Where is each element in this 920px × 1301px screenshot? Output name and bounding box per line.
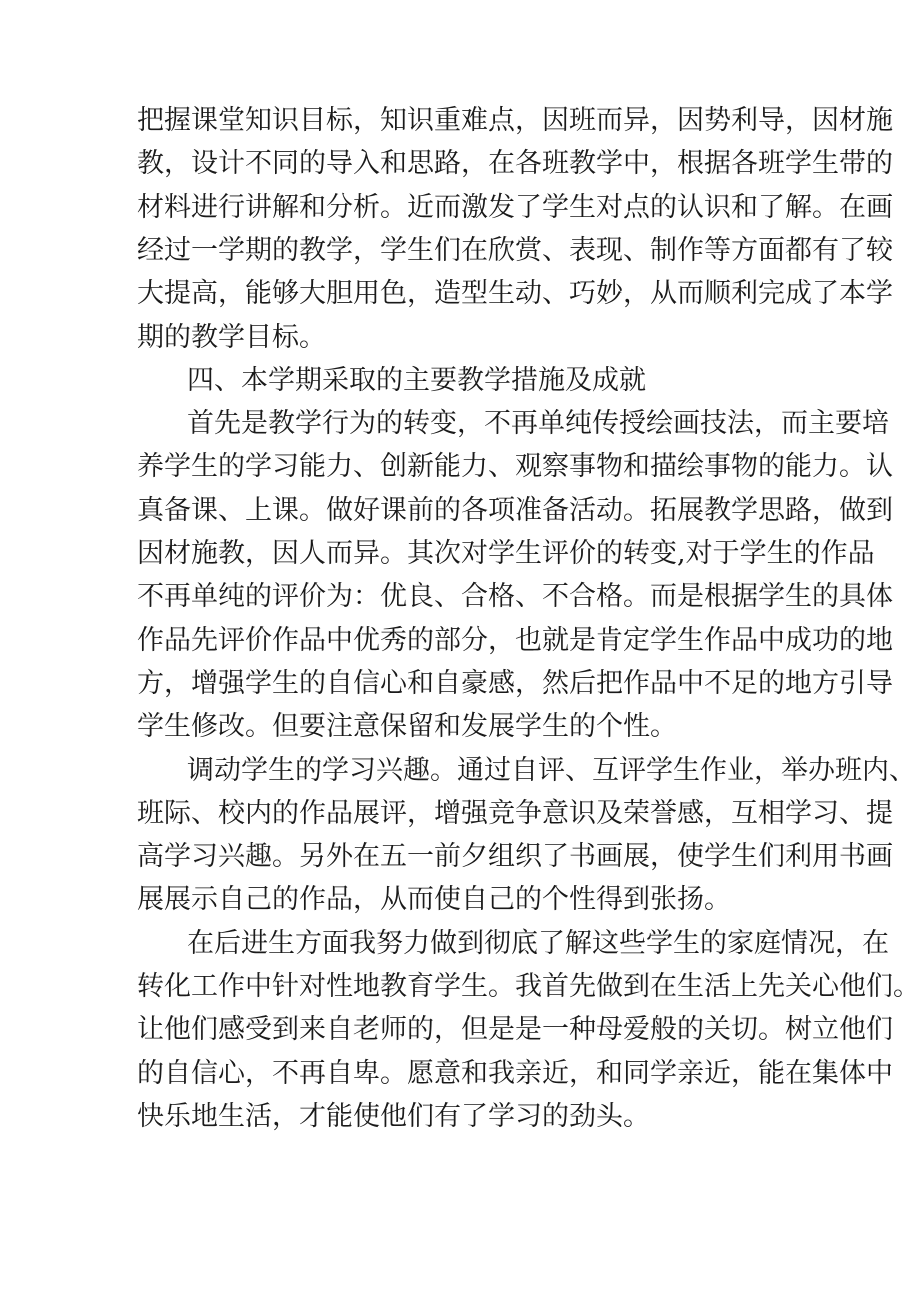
text-line-16: 调动学生的学习兴趣。通过自评、互评学生作业，举办班内、: [187, 755, 916, 786]
text-line-2: 教，设计不同的导入和思路，在各班教学中，根据各班学生带的: [137, 148, 893, 179]
text-line-13: 作品先评价作品中优秀的部分，也就是肯定学生作品中成功的地: [137, 625, 893, 656]
text-line-5: 大提高，能够大胆用色，造型生动、巧妙，从而顺利完成了本学: [137, 278, 893, 309]
text-line-4: 经过一学期的教学，学生们在欣赏、表现、制作等方面都有了较: [137, 235, 893, 266]
text-line-12: 不再单纯的评价为：优良、合格、不合格。而是根据学生的具体: [137, 581, 893, 612]
text-line-22: 让他们感受到来自老师的，但是是一种母爱般的关切。树立他们: [137, 1014, 893, 1045]
text-line-21: 转化工作中针对性地教育学生。我首先做到在生活上先关心他们。: [137, 971, 920, 1002]
text-line-23: 的自信心，不再自卑。愿意和我亲近，和同学亲近，能在集体中: [137, 1058, 893, 1089]
text-line-3: 材料进行讲解和分析。近而激发了学生对点的认识和了解。在画: [137, 192, 893, 223]
text-line-1: 把握课堂知识目标，知识重难点，因班而异，因势利导，因材施: [137, 105, 893, 136]
text-line-24: 快乐地生活，才能使他们有了学习的劲头。: [137, 1101, 650, 1132]
text-line-17: 班际、校内的作品展评，增强竞争意识及荣誉感，互相学习、提: [137, 798, 893, 829]
text-line-20: 在后进生方面我努力做到彻底了解这些学生的家庭情况，在: [187, 928, 889, 959]
text-line-6: 期的教学目标。: [137, 322, 326, 353]
text-line-19: 展展示自己的作品，从而使自己的个性得到张扬。: [137, 884, 731, 915]
text-line-9: 养学生的学习能力、创新能力、观察事物和描绘事物的能力。认: [137, 451, 893, 482]
text-line-11: 因材施教，因人而异。其次对学生评价的转变,对于学生的作品: [137, 538, 875, 569]
text-line-18: 高学习兴趣。另外在五一前夕组织了书画展，使学生们利用书画: [137, 841, 893, 872]
text-line-10: 真备课、上课。做好课前的各项准备活动。拓展教学思路，做到: [137, 495, 893, 526]
text-line-8: 首先是教学行为的转变，不再单纯传授绘画技法，而主要培: [187, 408, 889, 439]
section-heading: 四、本学期采取的主要教学措施及成就: [187, 365, 646, 396]
text-line-15: 学生修改。但要注意保留和发展学生的个性。: [137, 711, 677, 742]
text-line-14: 方，增强学生的自信心和自豪感，然后把作品中不足的地方引导: [137, 668, 893, 699]
